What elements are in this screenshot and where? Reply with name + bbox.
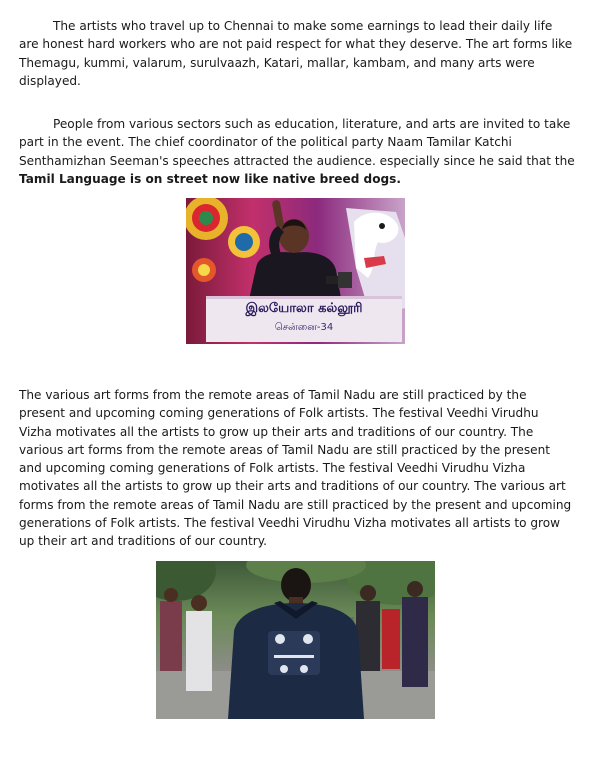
- paragraph-speech: [19, 115, 575, 188]
- festival-crowd-photo: [156, 561, 435, 719]
- paragraph-speech-text: People from various sectors such as education, literature, and arts are invited to take part in the event. The chief coordinator of the political party Naam Tamilar Katchi Senthamizhan Seeman's speeches attracted the audience. especially since he said that the: [19, 117, 575, 168]
- banner-title: இலயோலா கல்லூரி: [245, 301, 363, 316]
- paragraph-artists-text: The artists who travel up to Chennai to make some earnings to lead their daily life are honest hard workers who are not paid respect for what they deserve. The art forms like Themagu, kummi, valarum, surulvaazh, Katari, mallar, kambam, and many arts were displayed.: [19, 19, 573, 88]
- paragraph-artists: [19, 17, 575, 90]
- banner-subtitle: சென்னை-34: [274, 322, 334, 333]
- paragraph-folk-arts: The various art forms from the remote areas of Tamil Nadu are still practiced by the present and upcoming coming generations of Folk artists. The festival Veedhi Virudhu Vizha motivates all the artists to grow up their arts and traditions of our country. The various art forms from the remote areas of Tamil Nadu are still practiced by the present and upcoming coming generations of Folk artists. The festival Veedhi Virudhu Vizha motivates all the artists to grow up their arts and traditions of our country. The various art forms from the remote areas of Tamil Nadu are still practiced by the present and upcoming generations of Folk artists. The festival Veedhi Virudhu Vizha motivates all artists to grow up their art and traditions of our country.: [19, 388, 572, 549]
- paragraph-speech-quote: Tamil Language is on street now like native breed dogs.: [19, 171, 401, 186]
